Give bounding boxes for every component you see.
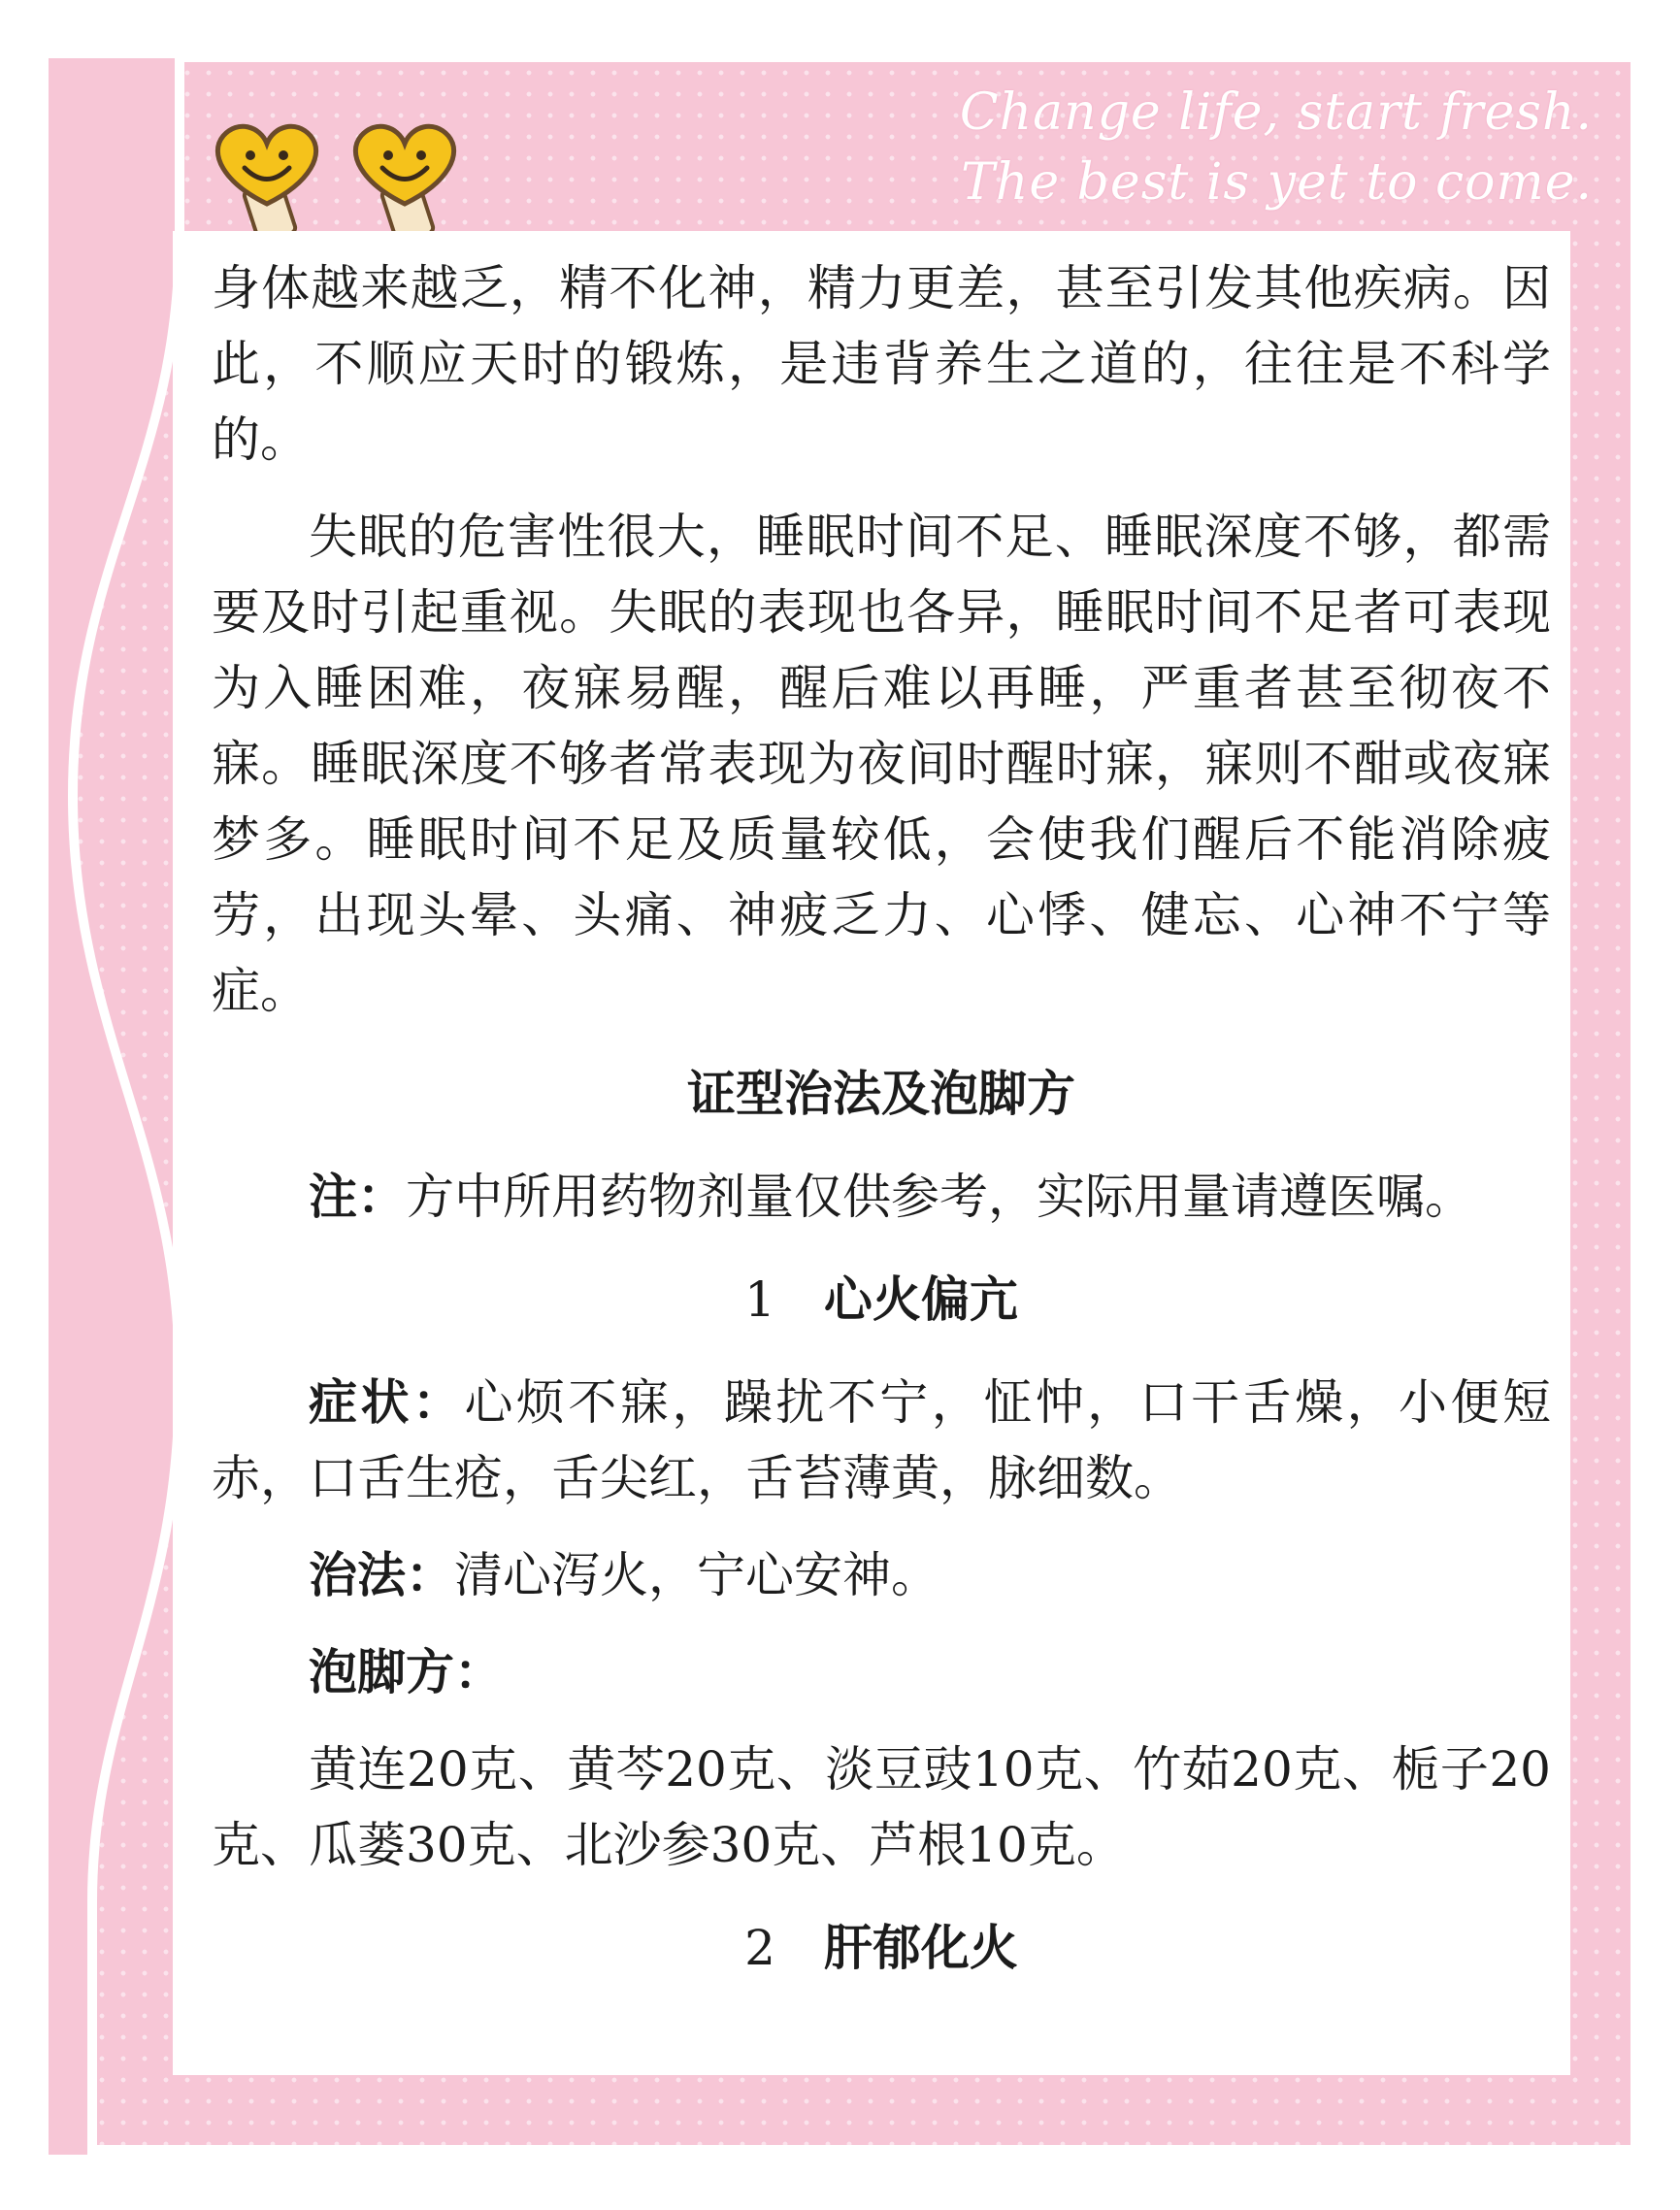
note-paragraph — [212, 1159, 1551, 1235]
symptom-text: 心烦不寐，躁扰不宁，怔忡，口干舌燥，小便短赤，口舌生疮，舌尖红，舌苔薄黄，脉细数。 — [212, 1374, 1552, 1506]
note-label: 注： — [309, 1169, 406, 1225]
type-1-title: 心火偏亢 — [823, 1271, 1018, 1328]
paragraph-2: 失眠的危害性很大，睡眠时间不足、睡眠深度不够，都需要及时引起重视。失眠的表现也各异，睡眠时间不足者可表现为入睡困难，夜寐易醒，醒后难以再睡，严重者甚至彻夜不寐。睡眠深度不够者常表现为夜间时醒时寐，寐则不酣或夜寐梦多。睡眠时间不足及质量较低，会使我们醒后不能消除疲劳，出现头晕、头痛、神疲乏力、心悸、健忘、心神不宁等症。 — [212, 509, 1551, 1019]
section-title: 证型治法及泡脚方 — [687, 1066, 1075, 1122]
smiley-heart-icon — [204, 115, 330, 241]
treatment-paragraph — [212, 1537, 1551, 1613]
recipe-label: 泡脚方： — [309, 1644, 503, 1700]
paragraph-1: 身体越来越乏，精不化神，精力更差，甚至引发其他疾病。因此，不顺应天时的锻炼，是违背养生之道的，往往是不科学的。 — [212, 260, 1551, 468]
recipe-paragraph: 黄连20克、黄芩20克、淡豆豉10克、竹茹20克、栀子20克、瓜蒌30克、北沙参30克、芦根10克。 — [212, 1741, 1551, 1873]
article-body — [212, 250, 1551, 1986]
type-1-heading — [212, 1262, 1551, 1337]
treatment-text: 清心泻火，宁心安神。 — [454, 1547, 939, 1603]
quote-line-2: The best is yet to come. — [961, 153, 1593, 212]
type-1-number: 1 — [744, 1271, 775, 1328]
smiley-heart-icon — [342, 115, 468, 241]
treatment-label: 治法： — [309, 1547, 454, 1603]
type-2-title: 肝郁化火 — [823, 1920, 1018, 1976]
note-text: 方中所用药物剂量仅供参考，实际用量请遵医嘱。 — [406, 1169, 1473, 1225]
wavy-border-decoration — [39, 58, 194, 2155]
symptom-label: 症状： — [309, 1374, 465, 1431]
type-2-heading — [212, 1910, 1551, 1986]
recipe-label-line — [212, 1634, 1551, 1710]
quote-line-1: Change life, start fresh. — [959, 83, 1593, 142]
type-2-number: 2 — [744, 1920, 775, 1976]
symptom-paragraph — [212, 1365, 1551, 1516]
